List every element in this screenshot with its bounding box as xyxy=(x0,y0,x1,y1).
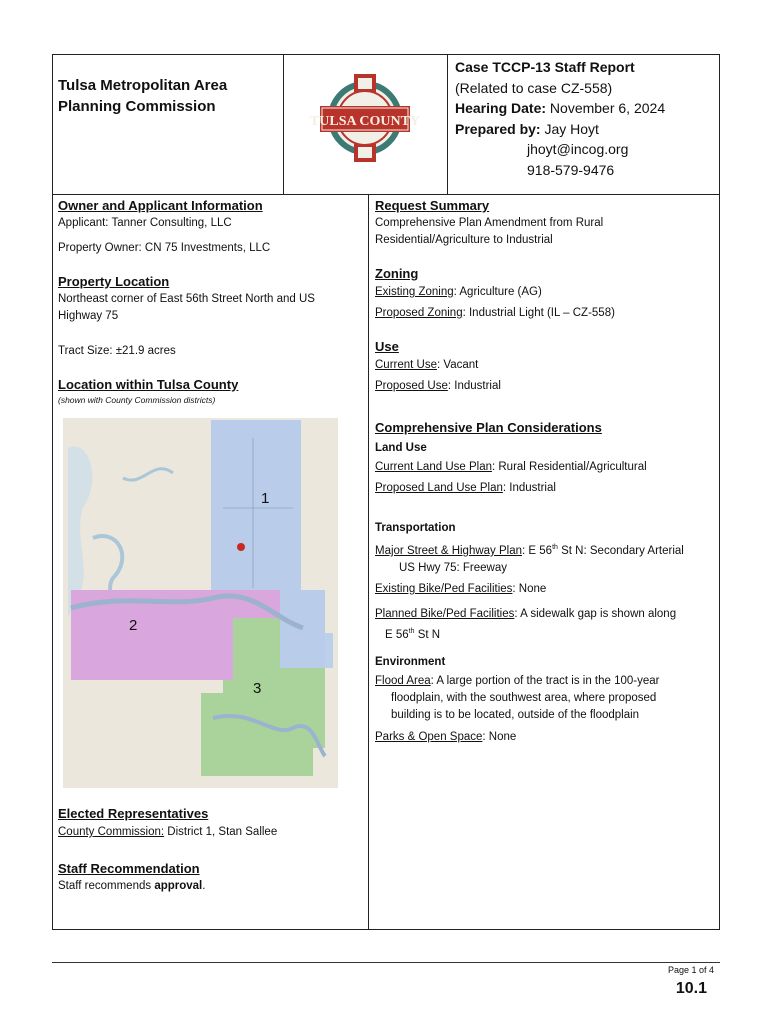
elected-heading: Elected Representatives xyxy=(58,806,209,821)
proposed-use-label: Proposed Use xyxy=(375,380,448,392)
major-street-sup: th xyxy=(552,544,558,551)
contact-phone: 918-579-9476 xyxy=(527,161,615,178)
major-street-plan xyxy=(375,539,715,577)
footer-rule xyxy=(52,962,720,963)
environment-subheading: Environment xyxy=(375,656,446,668)
comp-plan-heading: Comprehensive Plan Considerations xyxy=(375,420,602,435)
parks-open-space xyxy=(375,729,516,746)
proposed-lup-value: : Industrial xyxy=(502,482,556,494)
existing-bike-ped xyxy=(375,581,546,598)
location-heading: Property Location xyxy=(58,274,170,289)
proposed-use xyxy=(375,378,501,395)
current-lup-label: Current Land Use Plan xyxy=(375,461,492,473)
commission-label: County Commission: xyxy=(58,826,165,838)
existing-bike-ped-value: : None xyxy=(512,583,547,595)
org-line-1: Tulsa Metropolitan Area xyxy=(58,77,228,94)
location-text: Northeast corner of East 56th Street North and US Highway 75 xyxy=(58,293,315,322)
org-line-2: Planning Commission xyxy=(58,98,216,115)
column-divider xyxy=(368,194,369,930)
applicant-text: Applicant: Tanner Consulting, LLC xyxy=(58,217,232,229)
existing-zoning-value: : Agriculture (AG) xyxy=(453,286,542,298)
current-use xyxy=(375,357,478,374)
flood-area-label: Flood Area xyxy=(375,675,431,687)
county-note: (shown with County Commission districts) xyxy=(58,395,216,405)
current-land-use-plan xyxy=(375,459,647,476)
transportation-subheading: Transportation xyxy=(375,522,456,534)
owner-heading: Owner and Applicant Information xyxy=(58,198,263,213)
planned-bike-ped-value: : A sidewalk gap is shown along xyxy=(514,608,677,620)
existing-zoning-label: Existing Zoning xyxy=(375,286,454,298)
prepared-value: Jay Hoyt xyxy=(540,120,599,137)
contact-email[interactable]: jhoyt@incog.org xyxy=(527,141,629,157)
proposed-zoning xyxy=(375,305,615,322)
prepared-by xyxy=(455,119,717,140)
hearing-value: November 6, 2024 xyxy=(546,100,666,116)
tract-size: Tract Size: ±21.9 acres xyxy=(58,345,176,357)
planned-bike-ped-line2-pre: E 56 xyxy=(385,628,409,641)
agenda-item-number: 10.1 xyxy=(675,980,707,997)
header-divider xyxy=(52,194,720,195)
county-district-map xyxy=(63,418,338,788)
tulsa-county-logo xyxy=(309,70,421,166)
recommendation-heading: Staff Recommendation xyxy=(58,861,200,876)
planned-bike-ped-label: Planned Bike/Ped Facilities xyxy=(375,608,515,620)
major-street-value-post: St N: Secondary Arterial xyxy=(557,544,684,557)
planned-bike-ped-sup: th xyxy=(408,628,415,635)
organization-name xyxy=(58,75,278,117)
page-number: Page 1 of 4 xyxy=(667,965,714,975)
current-use-value: : Vacant xyxy=(437,359,479,371)
proposed-lup-label: Proposed Land Use Plan xyxy=(375,482,503,494)
prepared-label: Prepared by: xyxy=(455,120,541,137)
case-info xyxy=(455,57,717,180)
planned-bike-ped xyxy=(375,606,715,644)
existing-zoning xyxy=(375,284,542,301)
related-case: (Related to case CZ-558) xyxy=(455,79,613,96)
recommendation-pre: Staff recommends xyxy=(58,880,155,892)
county-heading: Location within Tulsa County xyxy=(58,377,239,392)
district-1-label: 1 xyxy=(261,490,270,507)
subject-site-marker xyxy=(237,543,245,551)
hearing-label: Hearing Date: xyxy=(455,100,547,116)
flood-area xyxy=(375,673,695,724)
major-street-value-pre: : E 56 xyxy=(522,544,553,557)
owner-text: Property Owner: CN 75 Investments, LLC xyxy=(58,242,271,254)
request-heading: Request Summary xyxy=(375,198,490,213)
major-street-line2: US Hwy 75: Freeway xyxy=(399,561,508,574)
current-use-label: Current Use xyxy=(375,359,437,371)
commission-value: District 1, Stan Sallee xyxy=(164,826,278,838)
current-lup-value: : Rural Residential/Agricultural xyxy=(491,461,647,473)
recommendation-bold: approval xyxy=(154,880,203,892)
hearing-date xyxy=(455,98,717,119)
logo-text: TULSA COUNTY xyxy=(309,114,421,129)
parks-label: Parks & Open Space xyxy=(375,731,483,743)
proposed-zoning-value: : Industrial Light (IL – CZ-558) xyxy=(462,307,615,319)
planned-bike-ped-line2 xyxy=(375,623,715,644)
land-use-subheading: Land Use xyxy=(375,442,427,454)
proposed-use-value: : Industrial xyxy=(447,380,501,392)
zoning-heading: Zoning xyxy=(375,266,419,281)
major-street-label: Major Street & Highway Plan xyxy=(375,544,523,557)
planned-bike-ped-line2-post: St N xyxy=(414,628,441,641)
commission-line xyxy=(58,824,277,841)
recommendation-post: . xyxy=(202,880,206,892)
district-2-label: 2 xyxy=(129,617,138,634)
case-title: Case TCCP-13 Staff Report xyxy=(455,59,635,75)
use-heading: Use xyxy=(375,339,399,354)
proposed-zoning-label: Proposed Zoning xyxy=(375,307,463,319)
proposed-land-use-plan xyxy=(375,480,556,497)
existing-bike-ped-label: Existing Bike/Ped Facilities xyxy=(375,583,513,595)
recommendation-text xyxy=(58,878,205,895)
flood-area-value: : A large portion of the tract is in the 100-year floodplain, with the southwest area, where proposed building is to be located, outside of the floodplain xyxy=(391,675,660,721)
district-3-label: 3 xyxy=(253,680,262,697)
parks-value: : None xyxy=(482,731,517,743)
request-text: Comprehensive Plan Amendment from Rural Residential/Agriculture to Industrial xyxy=(375,217,604,246)
